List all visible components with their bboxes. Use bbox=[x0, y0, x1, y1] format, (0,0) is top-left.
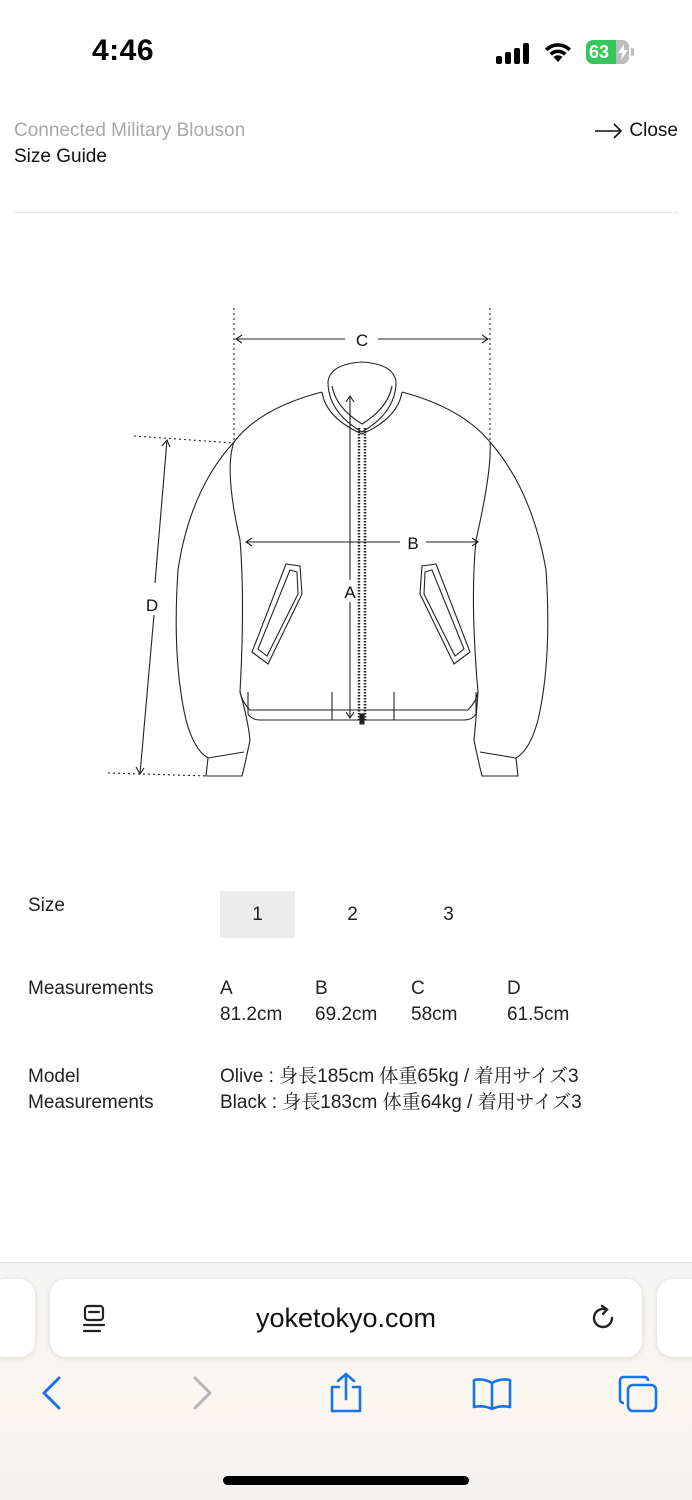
model-measurements-label bbox=[28, 1064, 154, 1116]
share-icon[interactable] bbox=[326, 1371, 366, 1415]
measurement-c bbox=[411, 976, 457, 1028]
cellular-signal-icon bbox=[496, 42, 532, 64]
model-line-olive: Olive : 身長185cm 体重65kg / 着用サイズ3 bbox=[220, 1066, 579, 1087]
battery-icon bbox=[586, 40, 634, 64]
status-time: 4:46 bbox=[92, 34, 155, 67]
model-measurements-text bbox=[220, 1064, 582, 1116]
measurement-key: A bbox=[220, 978, 233, 999]
measurement-d bbox=[507, 976, 569, 1028]
browser-toolbar bbox=[0, 1262, 692, 1500]
measurement-value: 69.2cm bbox=[315, 1004, 378, 1025]
back-icon[interactable] bbox=[32, 1371, 72, 1415]
close-button[interactable] bbox=[595, 120, 678, 142]
home-indicator bbox=[223, 1476, 469, 1485]
arrow-right-icon bbox=[595, 123, 623, 139]
measurement-value: 61.5cm bbox=[507, 1004, 570, 1025]
measurement-key: B bbox=[315, 978, 328, 999]
bookmarks-icon[interactable] bbox=[472, 1371, 512, 1415]
measurement-value: 58cm bbox=[411, 1004, 458, 1025]
address-bar[interactable] bbox=[50, 1279, 642, 1357]
header-divider bbox=[14, 212, 678, 213]
page-title: Size Guide bbox=[14, 146, 107, 167]
previous-tab-preview[interactable] bbox=[0, 1279, 35, 1357]
label-b: B bbox=[407, 534, 419, 553]
model-label-line2: Measurements bbox=[28, 1092, 154, 1113]
measurement-a bbox=[220, 976, 282, 1028]
wifi-icon bbox=[542, 38, 574, 64]
size-label: Size bbox=[28, 895, 65, 916]
measurement-key: C bbox=[411, 978, 425, 999]
reload-icon[interactable] bbox=[588, 1303, 618, 1333]
size-option-1[interactable]: 1 bbox=[220, 891, 295, 938]
measurements-label: Measurements bbox=[28, 978, 154, 999]
status-bar bbox=[0, 0, 692, 100]
measurement-key: D bbox=[507, 978, 521, 999]
label-a: A bbox=[344, 583, 356, 602]
charging-bolt-icon bbox=[618, 44, 628, 60]
measurement-value: 81.2cm bbox=[220, 1004, 283, 1025]
label-d: D bbox=[145, 596, 159, 615]
jacket-size-diagram bbox=[100, 300, 590, 800]
size-option-2[interactable]: 2 bbox=[347, 904, 358, 925]
battery-level: 63 bbox=[589, 42, 610, 62]
measurement-b bbox=[315, 976, 377, 1028]
forward-icon[interactable] bbox=[182, 1371, 222, 1415]
close-label: Close bbox=[629, 120, 678, 141]
tabs-icon[interactable] bbox=[618, 1371, 658, 1415]
label-c: C bbox=[355, 331, 369, 350]
next-tab-preview[interactable] bbox=[657, 1279, 692, 1357]
url-text: yoketokyo.com bbox=[255, 1303, 437, 1333]
size-option-3[interactable]: 3 bbox=[443, 904, 454, 925]
model-line-black: Black : 身長183cm 体重64kg / 着用サイズ3 bbox=[220, 1092, 582, 1113]
model-label-line1: Model bbox=[28, 1066, 80, 1087]
product-name: Connected Military Blouson bbox=[14, 120, 246, 141]
